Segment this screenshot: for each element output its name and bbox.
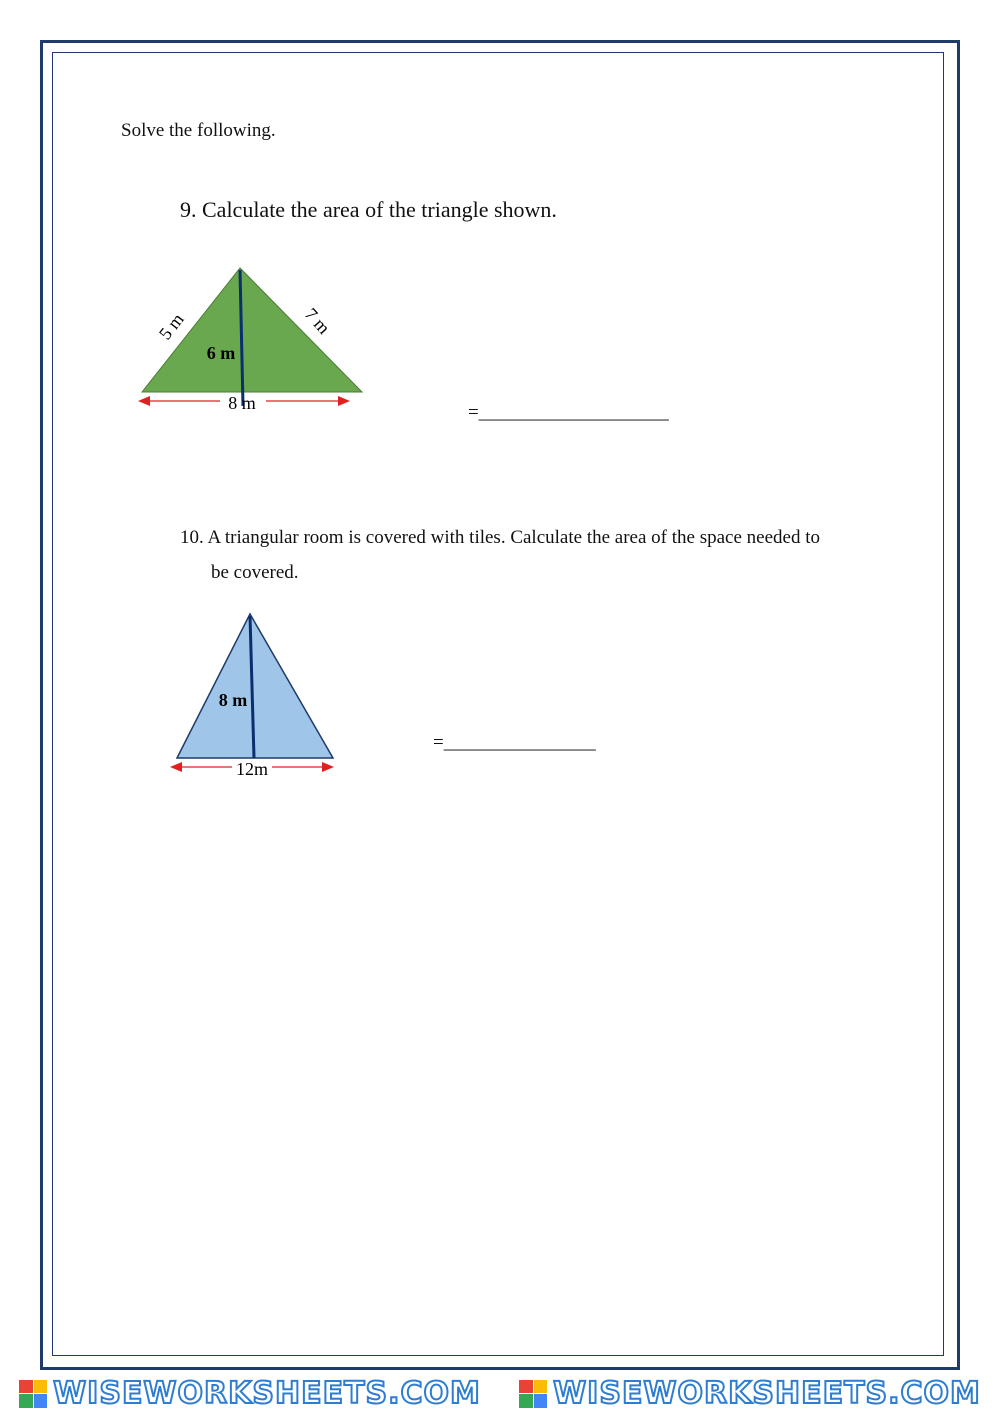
question-10-text-line2: be covered.: [211, 562, 299, 583]
footer-logo-text: WISEWORKSHEETS.COM: [53, 1376, 481, 1411]
footer-banner: [0, 1374, 1000, 1413]
arrowhead-left-q9: [138, 396, 150, 406]
arrowhead-left-q10: [170, 762, 182, 772]
arrowhead-right-q10: [322, 762, 334, 772]
right-side-label-q9: 7 m: [300, 304, 335, 338]
question-10-text-line1: 10. A triangular room is covered with tiles. Calculate the area of the space needed to: [180, 527, 820, 548]
height-label-q10: 8 m: [218, 690, 248, 710]
left-side-label-q9: 5 m: [154, 309, 188, 344]
logo-grid-icon: [519, 1380, 547, 1408]
height-label-q9: 6 m: [206, 343, 236, 363]
question-9-text: 9. Calculate the area of the triangle shown.: [180, 197, 557, 222]
footer-logo-left: [19, 1376, 481, 1411]
base-label-q9: 8 m: [228, 393, 256, 413]
base-label-q10: 12m: [235, 759, 269, 779]
instruction-text: Solve the following.: [121, 120, 276, 141]
answer-line-q10[interactable]: =________________: [433, 732, 596, 753]
answer-line-q9[interactable]: =____________________: [468, 402, 669, 423]
blue-triangle: [177, 614, 333, 758]
footer-logo-right: [519, 1376, 981, 1411]
arrowhead-right-q9: [338, 396, 350, 406]
logo-grid-icon: [19, 1380, 47, 1408]
footer-logo-text: WISEWORKSHEETS.COM: [553, 1376, 981, 1411]
